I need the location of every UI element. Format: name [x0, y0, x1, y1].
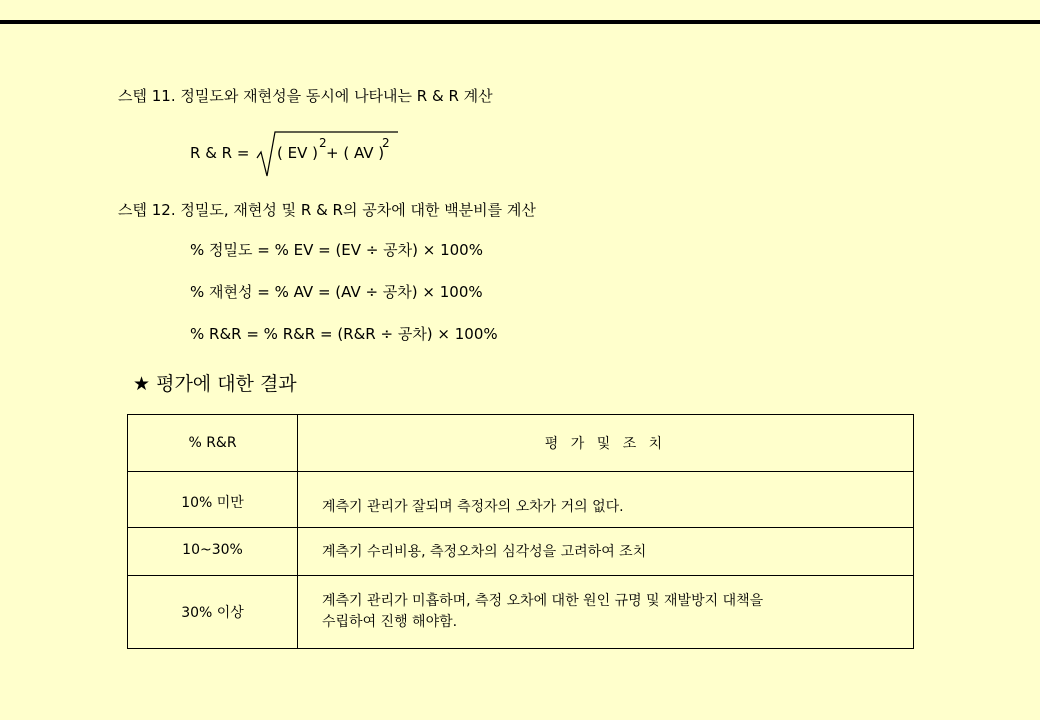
evaluation-heading [133, 373, 297, 395]
action-cell [298, 576, 914, 649]
table-row [128, 576, 914, 649]
rr-formula-lhs: R & R = [190, 144, 250, 162]
evaluation-heading-text: 평가에 대한 결과 [156, 373, 297, 395]
av-exponent: 2 [382, 136, 390, 150]
rr-formula-ev-term: ( EV ) [277, 144, 318, 162]
ev-exponent: 2 [319, 136, 327, 150]
action-cell: 계측기 관리가 잘되며 측정자의 오차가 거의 없다. [298, 472, 914, 528]
percent-rr-formula: % R&R = % R&R = (R&R ÷ 공차) × 100% [190, 325, 498, 343]
action-line: 계측기 관리가 미흡하며, 측정 오차에 대한 원인 규명 및 재발방지 대책을 [322, 593, 764, 609]
top-divider-line [0, 20, 1040, 24]
header-percent-rr: % R&R [128, 415, 298, 472]
action-cell: 계측기 수리비용, 측정오차의 심각성을 고려하여 조치 [298, 528, 914, 576]
step12-title: 스텝 12. 정밀도, 재현성 및 R & R의 공차에 대한 백분비를 계산 [118, 201, 536, 219]
percent-ev-formula: % 정밀도 = % EV = (EV ÷ 공차) × 100% [190, 241, 483, 259]
star-icon: ★ [133, 373, 151, 395]
table-row [128, 528, 914, 576]
rr-formula-av-term: + ( AV ) [326, 144, 385, 162]
table-header-row [128, 415, 914, 472]
header-evaluation-action: 평 가 및 조 치 [298, 415, 914, 472]
range-cell: 10% 미만 [128, 472, 298, 528]
evaluation-table [127, 414, 914, 649]
step11-title: 스텝 11. 정밀도와 재현성을 동시에 나타내는 R & R 계산 [118, 87, 493, 105]
table-row [128, 472, 914, 528]
range-cell: 30% 이상 [128, 576, 298, 649]
percent-av-formula: % 재현성 = % AV = (AV ÷ 공차) × 100% [190, 283, 483, 301]
action-line: 수립하여 진행 해야함. [322, 614, 458, 630]
range-cell: 10~30% [128, 528, 298, 576]
